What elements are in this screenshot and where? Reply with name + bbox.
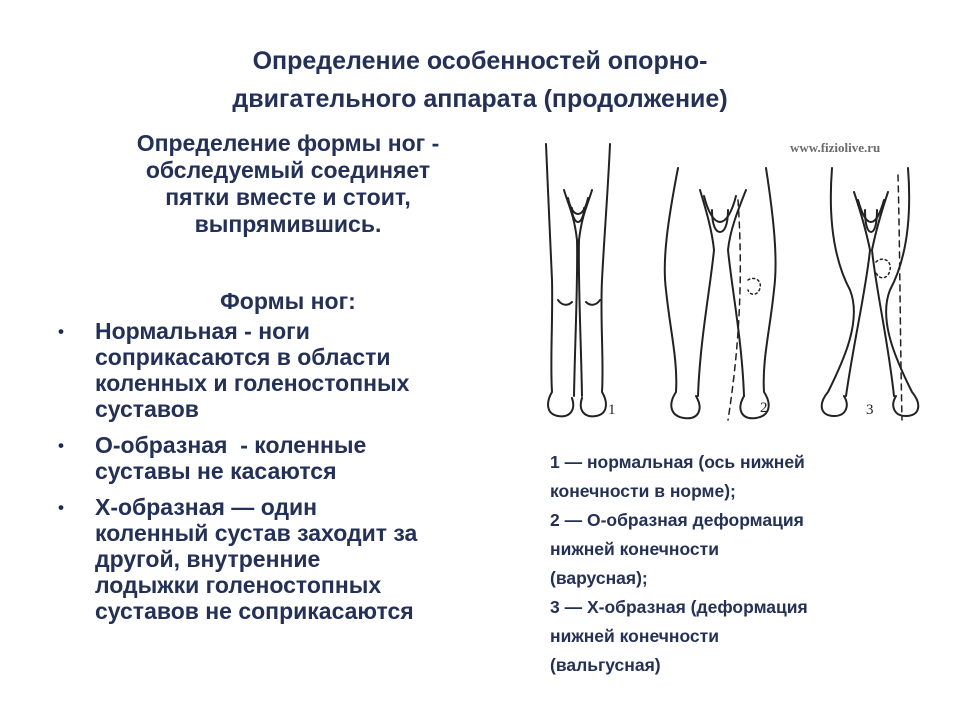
caption-line: 1 — нормальная (ось нижней xyxy=(550,452,805,472)
legs-drawing xyxy=(528,130,928,430)
x-shaped-legs-figure xyxy=(822,168,919,420)
list-item-line: соприкасаются в области xyxy=(95,344,391,370)
caption-line: нижней конечности xyxy=(550,626,719,646)
bullet-icon: • xyxy=(58,322,64,341)
list-item-line: Х-образная — один xyxy=(95,494,318,520)
caption-line: нижней конечности xyxy=(550,539,719,559)
leg-forms-list xyxy=(58,318,518,634)
caption-line: (варусная); xyxy=(550,568,648,588)
list-item-o-shaped xyxy=(58,432,518,484)
caption-line: 2 — О-образная деформация xyxy=(550,510,804,530)
intro-line-2: обследуемый соединяет xyxy=(145,157,431,183)
watermark-text: www.fiziolive.ru xyxy=(790,140,881,155)
forms-heading: Формы ног: xyxy=(220,288,356,314)
figure-caption xyxy=(550,448,920,680)
title-line-1: Определение особенностей опорно- xyxy=(252,47,708,75)
figure-label-1: 1 xyxy=(608,402,616,418)
list-item-line: лодыжки голеностопных xyxy=(95,572,382,598)
list-item-normal xyxy=(58,318,518,422)
list-item-line: суставов не соприкасаются xyxy=(95,598,414,624)
intro-line-4: выпрямившись. xyxy=(194,211,382,237)
leg-shapes-illustration xyxy=(528,130,928,430)
o-shaped-legs-figure xyxy=(665,168,776,420)
intro-text xyxy=(88,130,488,238)
bullet-icon: • xyxy=(58,436,64,455)
list-item-line: коленных и голеностопных xyxy=(95,370,410,396)
normal-legs-figure xyxy=(546,144,610,416)
intro-line-1: Определение формы ног - xyxy=(136,130,440,156)
list-item-line: другой, внутренние xyxy=(95,546,321,572)
bullet-icon: • xyxy=(58,498,64,517)
list-item-line: суставов xyxy=(95,396,199,422)
list-item-x-shaped xyxy=(58,494,518,624)
title-line-2: двигательного аппарата (продолжение) xyxy=(232,85,728,113)
figure-label-2: 2 xyxy=(760,400,768,416)
caption-line: (вальгусная) xyxy=(550,655,661,675)
list-item-line: О-образная - коленные xyxy=(95,432,367,458)
list-item-line: Нормальная - ноги xyxy=(95,318,310,344)
caption-line: конечности в норме); xyxy=(550,481,736,501)
figure-label-3: 3 xyxy=(866,402,874,418)
caption-line: 3 — Х-образная (деформация xyxy=(550,597,808,617)
list-item-line: суставы не касаются xyxy=(95,458,337,484)
slide-title xyxy=(0,42,960,118)
intro-line-3: пятки вместе и стоит, xyxy=(165,184,411,210)
list-item-line: коленный сустав заходит за xyxy=(95,520,418,546)
